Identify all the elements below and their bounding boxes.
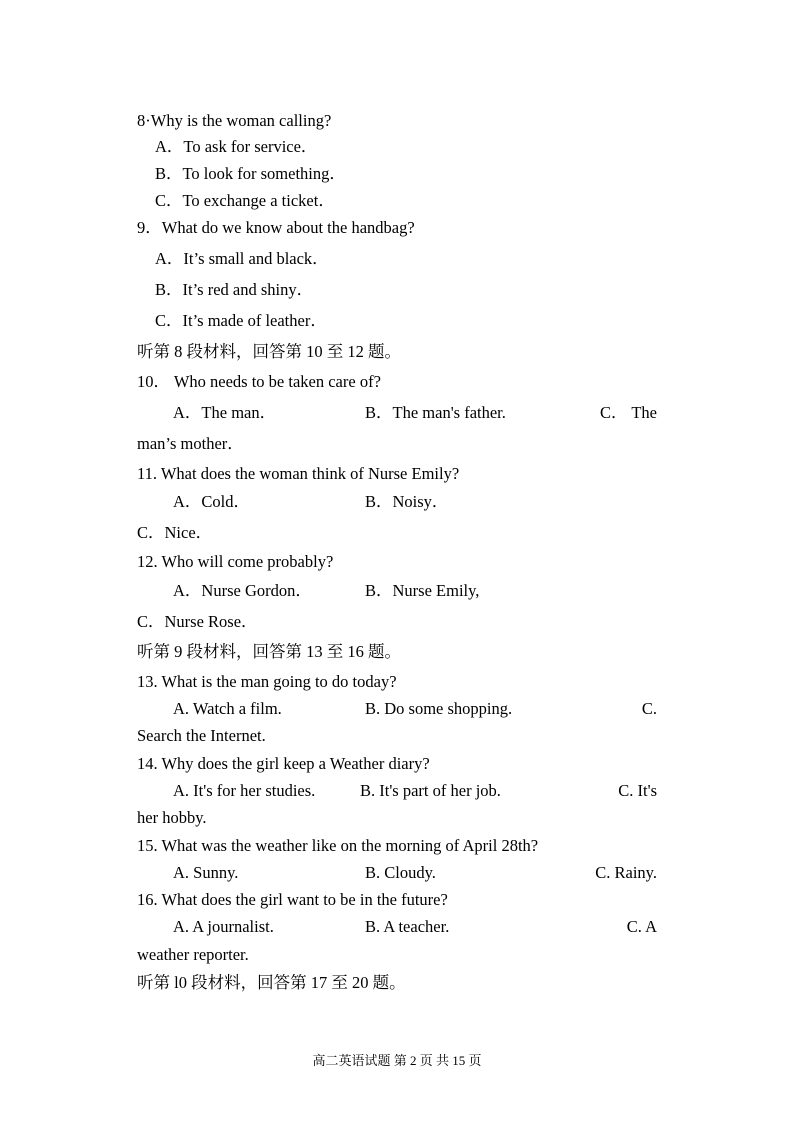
- q14-option-b: B. It's part of her job.: [360, 781, 501, 800]
- q16-option-c-end: weather reporter.: [137, 945, 249, 964]
- q13-option-c-end: Search the Internet.: [137, 726, 266, 745]
- q16-option-a: A. A journalist.: [173, 917, 274, 936]
- q10-option-c-start: C． The: [600, 403, 657, 422]
- q12-stem: 12. Who will come probably?: [137, 552, 334, 571]
- q14-option-c-start: C. It's: [618, 781, 657, 800]
- q11-stem: 11. What does the woman think of Nurse Emily?: [137, 464, 460, 483]
- q13-option-b: B. Do some shopping.: [365, 699, 513, 718]
- q14-stem: 14. Why does the girl keep a Weather diary?: [137, 754, 430, 773]
- q11-option-a: A．Cold．: [173, 492, 251, 511]
- q8-option-b: B．To look for something．: [155, 164, 346, 183]
- page-footer: 高二英语试题 第 2 页 共 15 页: [312, 1053, 482, 1068]
- q15-option-a: A. Sunny.: [173, 863, 239, 882]
- q10-stem: 10． Who needs to be taken care of?: [137, 372, 381, 391]
- q9-option-a: A．It’s small and black．: [155, 249, 329, 268]
- q16-stem: 16. What does the girl want to be in the future?: [137, 890, 448, 909]
- q9-option-c: C．It’s made of leather．: [155, 311, 327, 330]
- q12-option-a: A．Nurse Gordon．: [173, 581, 312, 600]
- q10-option-c-end: man’s mother．: [137, 434, 244, 453]
- q8-option-a: A．To ask for service．: [155, 137, 318, 156]
- q9-option-b: B．It’s red and shiny．: [155, 280, 314, 299]
- q13-stem: 13. What is the man going to do today?: [137, 672, 397, 691]
- q8-stem: 8·Why is the woman calling?: [137, 111, 332, 130]
- q8-option-c: C．To exchange a ticket．: [155, 191, 335, 210]
- q15-stem: 15. What was the weather like on the morning of April 28th?: [137, 836, 539, 855]
- q9-stem: 9．What do we know about the handbag?: [137, 218, 415, 237]
- section-9-heading: 听第 9 段材料，回答第 13 至 16 题。: [137, 642, 401, 661]
- q15-option-c: C. Rainy.: [595, 863, 657, 882]
- q11-option-b: B．Noisy．: [365, 492, 449, 511]
- q11-option-c: C．Nice．: [137, 523, 213, 542]
- q16-option-b: B. A teacher.: [365, 917, 450, 936]
- q10-option-a: A．The man．: [173, 403, 277, 422]
- section-10-heading: 听第 l0 段材料，回答第 17 至 20 题。: [137, 973, 406, 992]
- q15-option-b: B. Cloudy.: [365, 863, 436, 882]
- q14-option-a: A. It's for her studies.: [173, 781, 316, 800]
- q13-option-c-start: C.: [641, 699, 657, 718]
- q16-option-c-start: C. A: [626, 917, 657, 936]
- q14-option-c-end: her hobby.: [137, 808, 207, 827]
- q13-option-a: A. Watch a film.: [173, 699, 282, 718]
- q12-option-c: C．Nurse Rose．: [137, 612, 258, 631]
- q10-option-b: B．The man's father.: [365, 403, 506, 422]
- section-8-heading: 听第 8 段材料，回答第 10 至 12 题。: [137, 342, 401, 361]
- q12-option-b: B．Nurse Emily,: [365, 581, 480, 600]
